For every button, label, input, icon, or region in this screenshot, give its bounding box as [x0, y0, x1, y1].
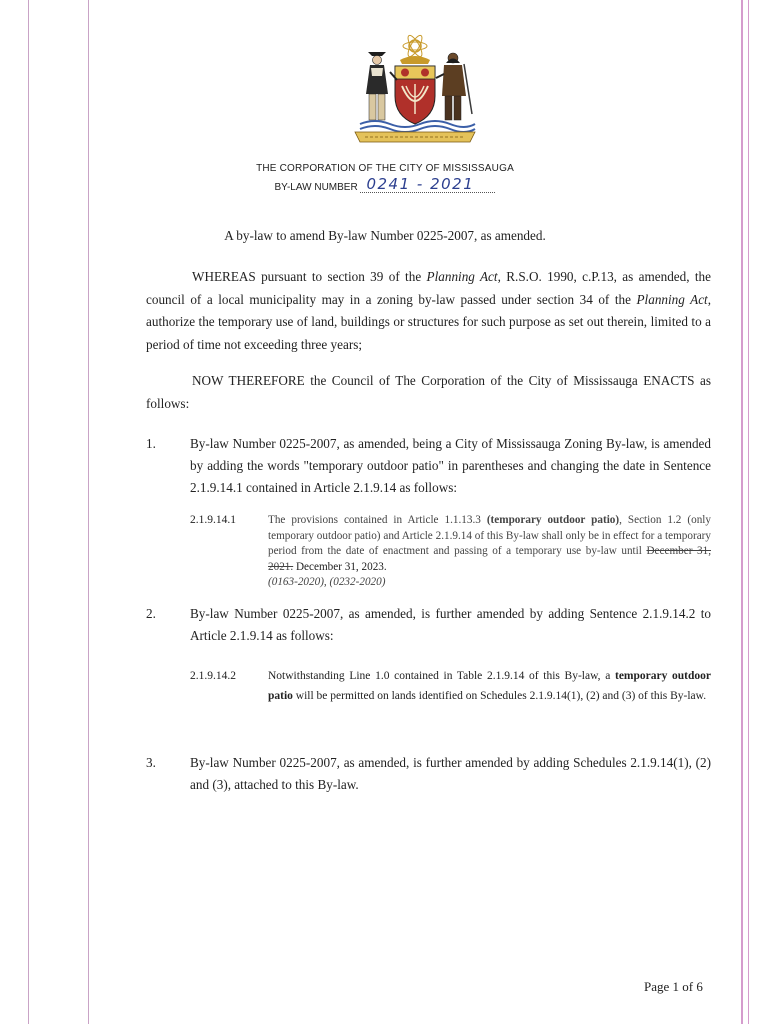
bylaw-purpose: A by-law to amend By-law Number 0225-2007, as amended. [224, 228, 546, 243]
sentence-number: 2.1.9.14.1 [190, 514, 236, 526]
corporation-title: THE CORPORATION OF THE CITY OF MISSISSAUGA [256, 163, 514, 174]
bylaw-number-line [0, 175, 770, 193]
sentence-text [268, 513, 711, 591]
item-text: By-law Number 0225-2007, as amended, being a City of Mississauga Zoning By-law, is amended by adding the words "temporary outdoor patio" in parentheses and changing the date in Sentence 2.1.9.14.1 contained in Article 2.1.9.14 as follows: [190, 436, 711, 495]
planning-act-ref: Planning Act [636, 291, 708, 307]
motto-scroll-icon [355, 132, 475, 142]
crest-top-icon [400, 34, 430, 64]
item-number: 2. [146, 606, 156, 621]
sentence-text [268, 666, 711, 706]
item-text: By-law Number 0225-2007, as amended, is further amended by adding Sentence 2.1.9.14.2 to Article 2.1.9.14 as follows: [190, 606, 711, 643]
scan-edge-line [748, 0, 749, 1024]
new-date: December 31, 2023. [293, 560, 387, 573]
sentence-bold-term: (temporary outdoor patio) [486, 514, 620, 526]
whereas-clause [146, 266, 711, 356]
bylaw-number-label: BY-LAW NUMBER [274, 182, 358, 193]
bylaw-number-field [360, 175, 495, 193]
sentence-text-part: The provisions contained in Article 1.1.13.3 [268, 514, 487, 526]
sentence-text-part: Notwithstanding Line 1.0 contained in Table 2.1.9.14 of this By-law, a [268, 670, 615, 682]
page-number: Page 1 of 6 [644, 979, 703, 994]
sentence-number: 2.1.9.14.2 [190, 670, 236, 682]
supporter-left-figure-icon [366, 52, 397, 120]
scan-edge-line [741, 0, 743, 1024]
whereas-text-3: , authorize the temporary use of land, buildings or structures for such purpose as set out therein, limited to a period of time not exceeding three years; [146, 291, 712, 352]
coat-of-arms-emblem [340, 34, 490, 146]
item-number: 3. [146, 755, 156, 770]
supporter-right-figure-icon [436, 53, 472, 120]
struck-date: December 31, 2021. [268, 545, 711, 573]
planning-act-ref: Planning Act [426, 269, 498, 284]
enacting-clause: NOW THEREFORE the Council of The Corporation of the City of Mississauga ENACTS as follows: [146, 373, 711, 411]
whereas-text-1: WHEREAS pursuant to section 39 of the [192, 269, 427, 284]
scan-edge-line [88, 0, 89, 1024]
amendment-references: (0163-2020), (0232-2020) [268, 576, 386, 588]
bylaw-number-handwritten: 0241 - 2021 [366, 175, 475, 193]
item-text: By-law Number 0225-2007, as amended, is further amended by adding Schedules 2.1.9.14(1), (2) and (3), attached to this By-law. [190, 755, 711, 792]
scan-edge-line [28, 0, 29, 1024]
item-number: 1. [146, 436, 156, 451]
sentence-text-part: , Section 1.2 (only temporary outdoor patio) and Article 2.1.9.14 of this By-law shall only be in effect for a temporary period from the date of enactment and passing of a temporary use by-law until [268, 514, 711, 557]
sentence-bold-term: temporary outdoor patio [268, 670, 711, 702]
sentence-text-part: will be permitted on lands identified on Schedules 2.1.9.14(1), (2) and (3) of this By-law. [292, 690, 707, 702]
whereas-text-2: , R.S.O. 1990, c.P.13, as amended, the council of a local municipality may in a zoning by-law passed under section 34 of the [146, 269, 712, 307]
shield-icon [395, 66, 435, 124]
